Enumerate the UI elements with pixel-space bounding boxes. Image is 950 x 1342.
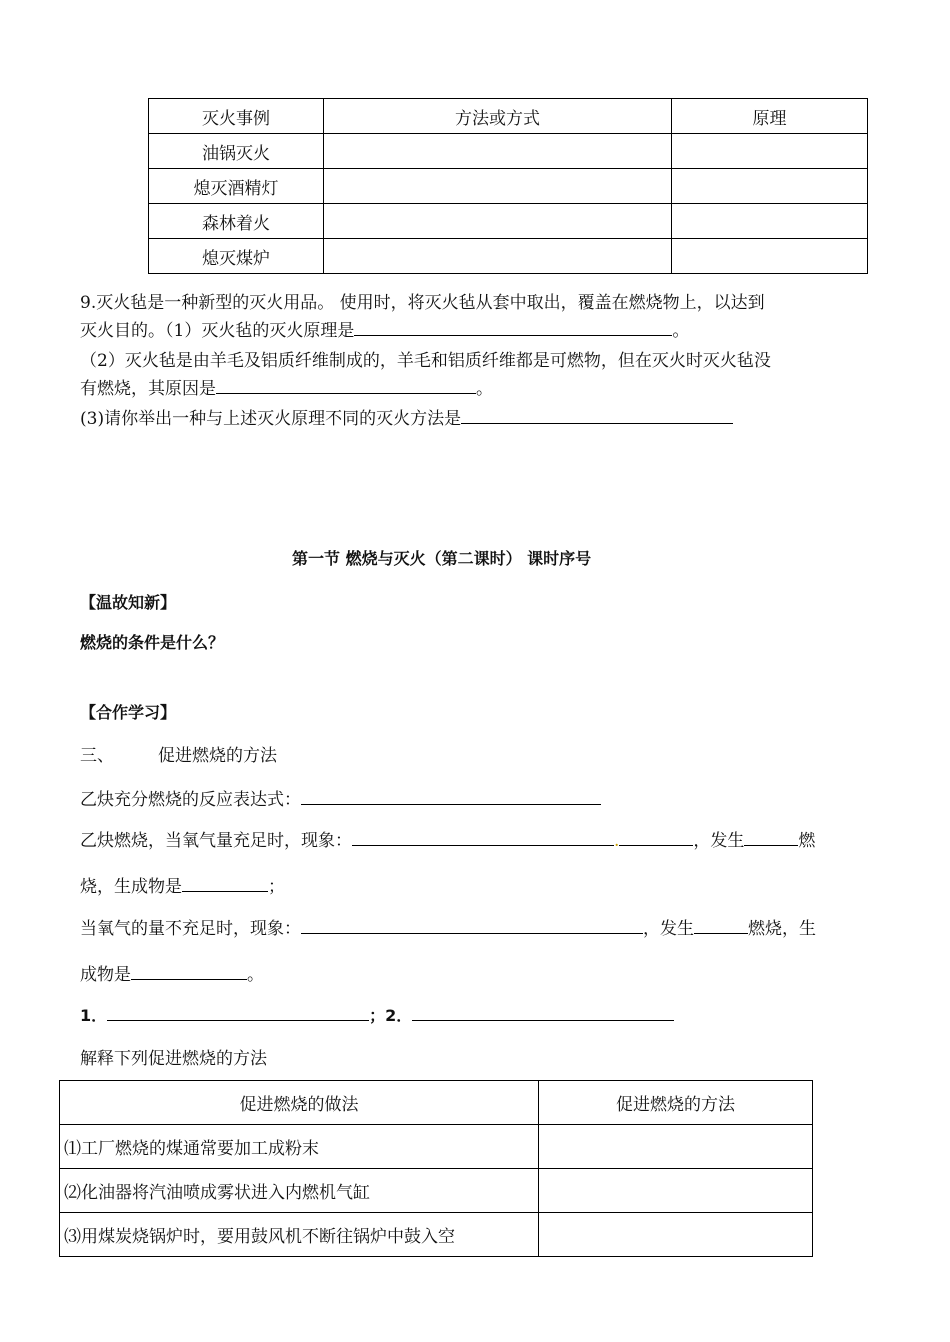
line-text: 烧，生成物是: [80, 877, 182, 897]
product-line-1: [80, 872, 285, 897]
table-header: 灭火事例: [149, 99, 324, 134]
table-cell: 熄灭酒精灯: [149, 169, 324, 204]
table-header: 原理: [672, 99, 868, 134]
line-text: 燃: [798, 831, 816, 851]
table-cell: 熄灭煤炉: [149, 239, 324, 274]
table-cell-blank[interactable]: [539, 1125, 813, 1169]
num-2: ；2．: [369, 1006, 413, 1025]
table-cell: ⑴工厂燃烧的煤通常要加工成粉末: [60, 1125, 539, 1169]
answer-blank[interactable]: [301, 788, 601, 805]
line-text: ；: [268, 877, 285, 897]
section-title: 第一节 燃烧与灭火（第二课时） 课时序号: [292, 549, 592, 568]
q9-line5-text: (3)请你举出一种与上述灭火原理不同的灭火方法是: [80, 409, 462, 429]
product-line-2: [80, 960, 264, 985]
numbered-blanks: [80, 1003, 674, 1026]
item3-text: 促进燃烧的方法: [158, 746, 277, 766]
item3-num: 三、: [80, 746, 114, 766]
explain-label: 解释下列促进燃烧的方法: [80, 1049, 267, 1069]
promote-combustion-table: [59, 1080, 813, 1257]
answer-blank[interactable]: [412, 1004, 674, 1021]
line-text: 燃烧，生: [748, 919, 816, 939]
line-text: 当氧气的量不充足时，现象：: [80, 919, 301, 939]
answer-blank[interactable]: [301, 917, 643, 934]
review-heading: 【温故知新】: [80, 593, 177, 612]
review-question: 燃烧的条件是什么？: [80, 633, 225, 652]
line-text: ，发生: [643, 919, 694, 939]
table-cell-blank[interactable]: [324, 169, 672, 204]
answer-blank[interactable]: [354, 319, 672, 336]
answer-blank[interactable]: [352, 829, 614, 846]
table-header: 方法或方式: [324, 99, 672, 134]
table-cell: ⑶用煤炭烧锅炉时，要用鼓风机不断往锅炉中鼓入空: [60, 1213, 539, 1257]
answer-blank[interactable]: [131, 963, 247, 980]
answer-blank[interactable]: [182, 875, 268, 892]
q9-line4: [80, 374, 493, 399]
q9-line5: [80, 404, 733, 429]
oxygen-sufficient-line: [80, 826, 815, 851]
table-cell-blank[interactable]: [324, 204, 672, 239]
equation-line: [80, 785, 601, 810]
num-1: 1．: [80, 1006, 108, 1025]
extinguish-table: [148, 98, 868, 274]
line-text: 。: [247, 965, 264, 985]
table-header: 促进燃烧的做法: [60, 1081, 539, 1125]
answer-blank[interactable]: [744, 829, 798, 846]
q9-line2: [80, 316, 689, 341]
table-cell: ⑵化油器将汽油喷成雾状进入内燃机气缸: [60, 1169, 539, 1213]
answer-blank[interactable]: [216, 377, 476, 394]
answer-blank[interactable]: [107, 1004, 369, 1021]
table-cell-blank[interactable]: [324, 239, 672, 274]
q9-line2-text: 灭火目的。（1）灭火毡的灭火原理是: [80, 321, 355, 341]
answer-blank[interactable]: [619, 829, 693, 846]
table-cell-blank[interactable]: [539, 1213, 813, 1257]
table-cell: 森林着火: [149, 204, 324, 239]
equation-label: 乙炔充分燃烧的反应表达式：: [80, 790, 301, 810]
table-header: 促进燃烧的方法: [539, 1081, 813, 1125]
oxygen-insufficient-line: [80, 914, 816, 939]
answer-blank[interactable]: [694, 917, 748, 934]
q9-line2-end: 。: [672, 321, 690, 341]
table-cell-blank[interactable]: [672, 169, 868, 204]
line-text: 乙炔燃烧，当氧气量充足时，现象：: [80, 831, 352, 851]
table-cell: 油锅灭火: [149, 134, 324, 169]
coop-heading: 【合作学习】: [80, 703, 177, 722]
table-cell-blank[interactable]: [672, 239, 868, 274]
q9-line4-text: 有燃烧，其原因是: [80, 379, 216, 399]
table-cell-blank[interactable]: [539, 1169, 813, 1213]
line-dot: .: [614, 831, 620, 851]
q9-line4-end: 。: [476, 379, 493, 399]
answer-blank[interactable]: [461, 407, 733, 424]
q9-line3: （2）灭火毡是由羊毛及铝质纤维制成的，羊毛和铝质纤维都是可燃物，但在灭火时灭火毡没: [80, 351, 771, 371]
table-cell-blank[interactable]: [324, 134, 672, 169]
table-cell-blank[interactable]: [672, 204, 868, 239]
line-text: ，发生: [693, 831, 745, 851]
line-text: 成物是: [80, 965, 131, 985]
q9-line1: 9.灭火毡是一种新型的灭火用品。 使用时，将灭火毡从套中取出，覆盖在燃烧物上，以达到: [80, 293, 765, 313]
table-cell-blank[interactable]: [672, 134, 868, 169]
